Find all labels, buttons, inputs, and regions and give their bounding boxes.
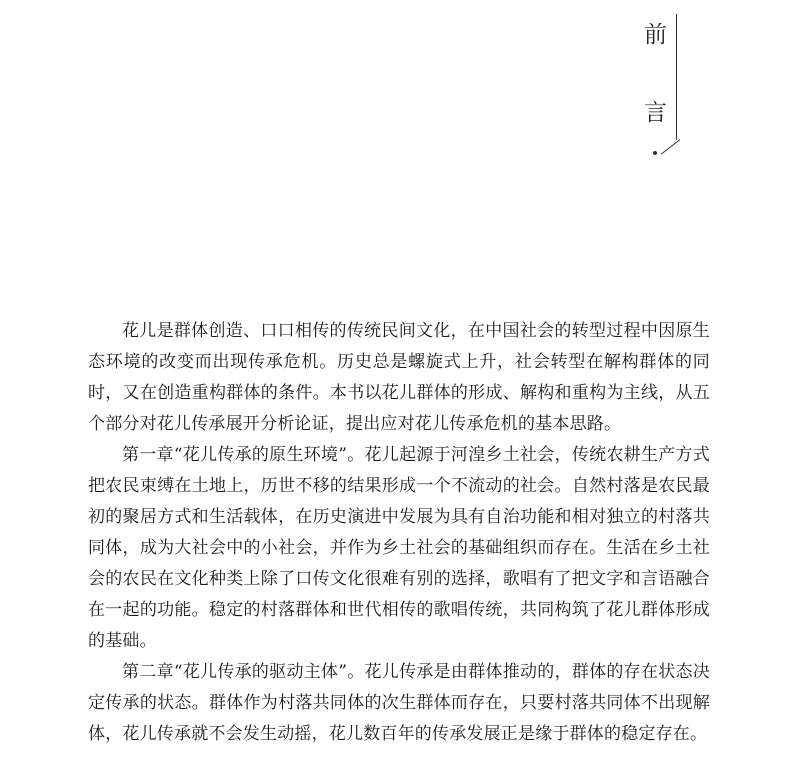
chapter-title bbox=[634, 14, 694, 164]
title-diagonal-rule bbox=[661, 139, 681, 155]
preface-body bbox=[88, 316, 710, 750]
paragraph: 第二章“花儿传承的驱动主体”。花儿传承是由群体推动的，群体的存在状态决定传承的状态。群体作为村落共同体的次生群体而存在，只要村落共同体不出现解体，花儿传承就不会发生动摇，花儿数百年的传承发展正是缘于群体的稳定存在。 bbox=[88, 662, 710, 744]
paragraph: 第一章“花儿传承的原生环境”。花儿起源于河湟乡土社会，传统农耕生产方式把农民束缚在土地上，历世不移的结果形成一个不流动的社会。自然村落是农民最初的聚居方式和生活载体，在历史演进中发展为具有自治功能和相对独立的村落共同体，成为大社会中的小社会，并作为乡土社会的基础组织而存在。生活在乡土社会的农民在文化种类上除了口传文化很难有别的选择，歌唱有了把文字和言语融合在一起的功能。稳定的村落群体和世代相传的歌唱传统，共同构筑了花儿群体形成的基础。 bbox=[88, 445, 710, 651]
title-vertical-rule bbox=[676, 14, 677, 140]
title-dot-ornament bbox=[653, 151, 657, 155]
paragraph: 花儿是群体创造、口口相传的传统民间文化，在中国社会的转型过程中因原生态环境的改变而出现传承危机。历史总是螺旋式上升，社会转型在解构群体的同时，又在创造重构群体的条件。本书以花儿群体的形成、解构和重构为主线，从五个部分对花儿传承展开分析论证，提出应对花儿传承危机的基本思路。 bbox=[88, 321, 710, 434]
title-char-yan: 言 bbox=[644, 100, 667, 126]
title-char-qian: 前 bbox=[644, 22, 667, 48]
